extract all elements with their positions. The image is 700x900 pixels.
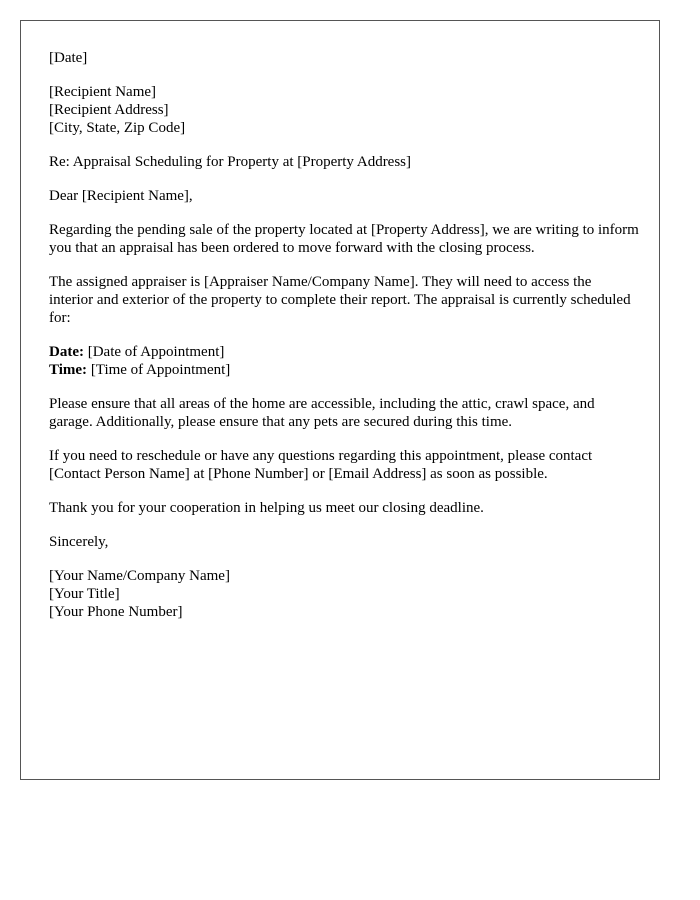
paragraph-intro: Regarding the pending sale of the property located at [Property Address], we are writing to inform you that an appraisal has been ordered to move forward with the closing process.	[49, 222, 639, 256]
signature-name: [Your Name/Company Name]	[49, 568, 230, 584]
paragraph-access: Please ensure that all areas of the home are accessible, including the attic, crawl space, and garage. Additionally, please ensure that any pets are secured during this time.	[49, 396, 595, 430]
letter-date: [Date]	[49, 50, 88, 66]
signature-block	[49, 567, 639, 621]
recipient-block	[49, 83, 639, 137]
paragraph-appraiser: The assigned appraiser is [Appraiser Name/Company Name]. They will need to access the interior and exterior of the property to complete their report. The appraisal is currently scheduled for:	[49, 274, 631, 326]
schedule-time-value: [Time of Appointment]	[90, 362, 231, 378]
schedule-time-row	[49, 361, 639, 379]
salutation: Dear [Recipient Name],	[49, 188, 193, 204]
paragraph-thanks: Thank you for your cooperation in helping us meet our closing deadline.	[49, 500, 484, 516]
subject-line: Re: Appraisal Scheduling for Property at [Property Address]	[49, 154, 412, 170]
signature-title: [Your Title]	[49, 586, 120, 602]
recipient-address: [Recipient Address]	[49, 102, 169, 118]
letter-body	[49, 49, 639, 637]
closing: Sincerely,	[49, 534, 109, 550]
schedule-date-row	[49, 343, 639, 361]
subject-block	[49, 153, 639, 171]
recipient-city-state-zip: [City, State, Zip Code]	[49, 120, 186, 136]
salutation-block	[49, 187, 639, 205]
recipient-name: [Recipient Name]	[49, 84, 157, 100]
schedule-date-value: [Date of Appointment]	[87, 344, 225, 360]
letter-page	[20, 20, 660, 780]
paragraph-contact: If you need to reschedule or have any questions regarding this appointment, please contact [Contact Person Name] at [Phone Number] or [Email Address] as soon as possible.	[49, 448, 593, 482]
schedule-block	[49, 343, 639, 379]
schedule-time-label: Time:	[49, 362, 88, 378]
letter-date-block	[49, 49, 639, 67]
schedule-date-label: Date:	[49, 344, 84, 360]
signature-phone: [Your Phone Number]	[49, 604, 183, 620]
closing-block	[49, 533, 639, 551]
